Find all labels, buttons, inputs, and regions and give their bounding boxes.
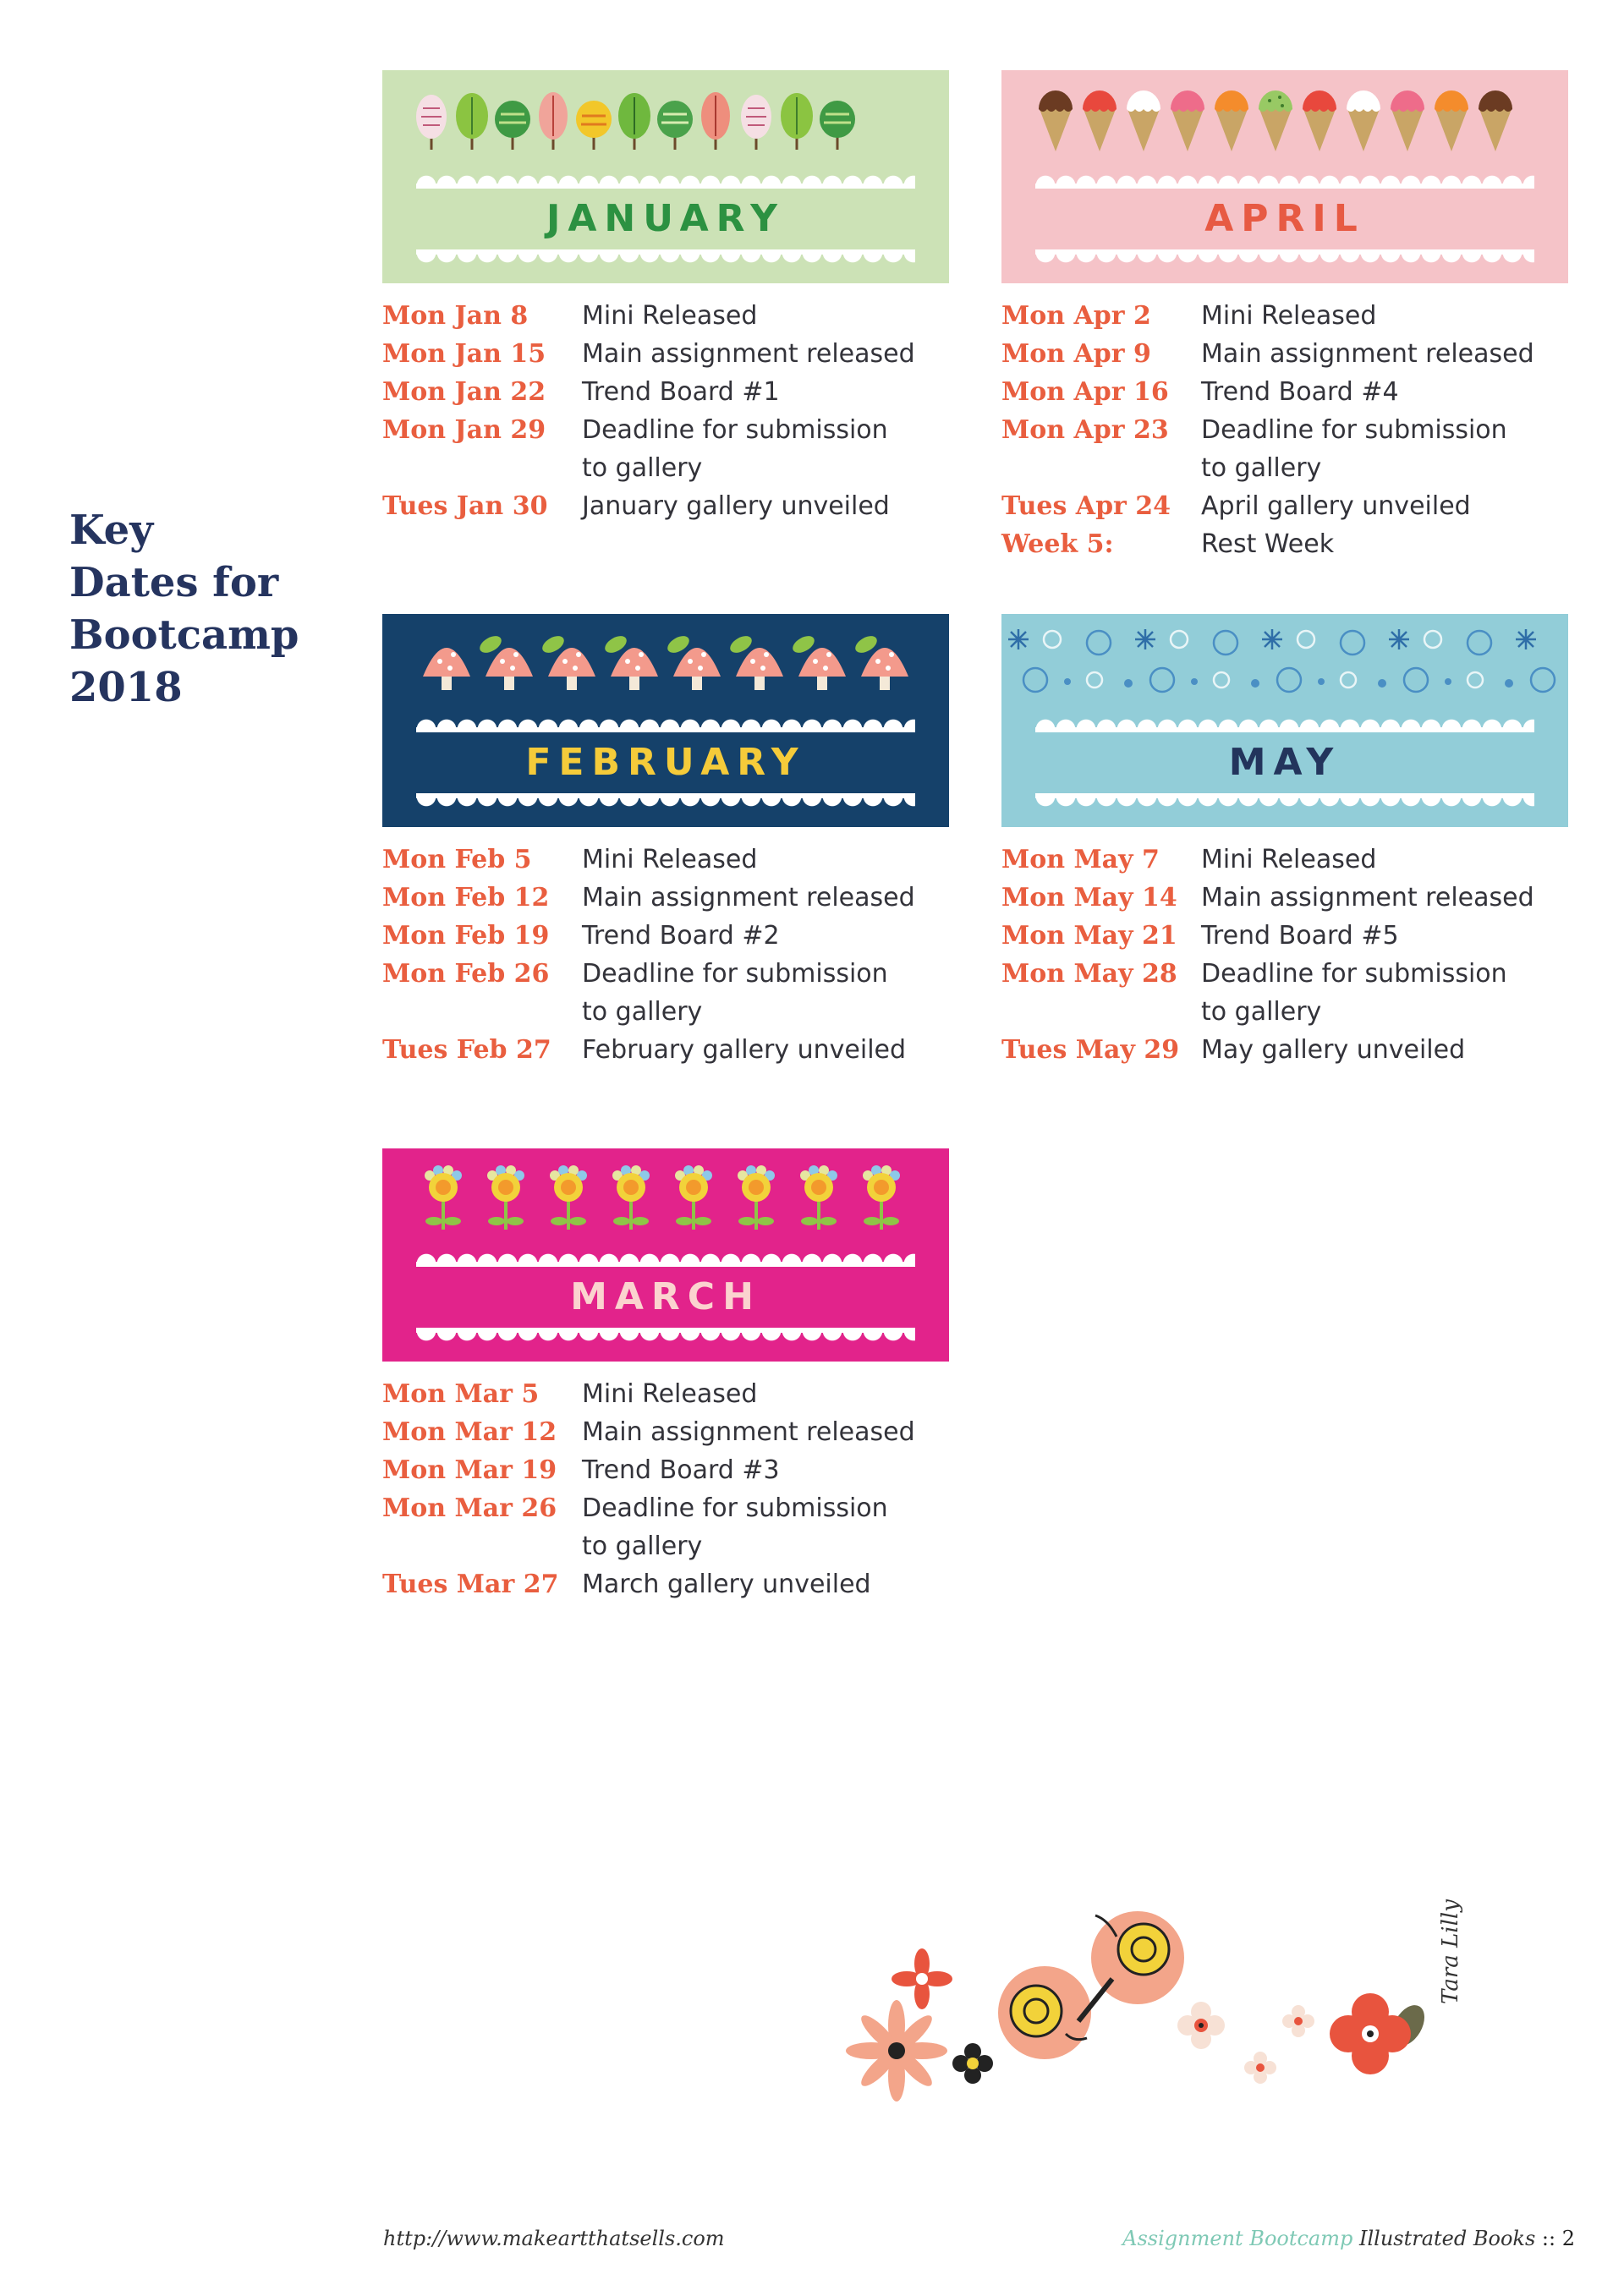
schedule-row — [382, 1413, 949, 1451]
page-title-line: Dates for — [69, 559, 279, 606]
schedule-list — [382, 1375, 949, 1603]
schedule-event: January gallery unveiled — [582, 491, 890, 521]
illustrator-signature: Tara Lilly — [1438, 1899, 1463, 2004]
flower-icons — [382, 1148, 949, 1250]
schedule-event: Mini Released — [582, 845, 758, 874]
schedule-list — [382, 841, 949, 1069]
month-card-january — [382, 70, 949, 525]
schedule-list — [382, 297, 949, 525]
schedule-date: Mon Mar 5 — [382, 1379, 540, 1409]
footer-url[interactable]: http://www.makeartthatsells.com — [383, 2227, 725, 2250]
footer-brand: Assignment Bootcamp — [1122, 2227, 1353, 2250]
schedule-row — [1001, 297, 1568, 335]
schedule-row — [382, 1451, 949, 1489]
flower-icon — [892, 1948, 952, 2009]
schedule-date: Tues Feb 27 — [382, 1035, 551, 1065]
schedule-date: Tues Jan 30 — [382, 491, 548, 521]
schedule-date — [1001, 993, 1201, 1031]
schedule-event: February gallery unveiled — [582, 1035, 907, 1065]
schedule-event: to gallery — [1201, 997, 1322, 1027]
page-title-line: Key — [69, 507, 154, 554]
schedule-event: Deadline for submission — [1201, 959, 1507, 989]
footer-separator: :: — [1541, 2227, 1556, 2250]
butterfly-icon — [998, 1911, 1184, 2059]
schedule-event: Deadline for submission — [582, 959, 888, 989]
schedule-event: Main assignment released — [582, 883, 915, 912]
month-title: FEBRUARY — [525, 741, 806, 784]
schedule-date: Mon Jan 29 — [382, 415, 546, 445]
schedule-event: Trend Board #4 — [1201, 377, 1399, 407]
schedule-event: Main assignment released — [1201, 883, 1534, 912]
month-title: JANUARY — [546, 197, 785, 240]
schedule-date: Mon Mar 19 — [382, 1455, 557, 1485]
schedule-date: Mon Apr 9 — [1001, 339, 1151, 369]
schedule-event: Mini Released — [582, 301, 758, 331]
schedule-date: Mon Apr 23 — [1001, 415, 1169, 445]
schedule-date: Tues May 29 — [1001, 1035, 1180, 1065]
schedule-event: May gallery unveiled — [1201, 1035, 1466, 1065]
schedule-row — [382, 487, 949, 525]
schedule-date: Mon Mar 12 — [382, 1417, 557, 1447]
schedule-row — [382, 1031, 949, 1069]
schedule-date — [382, 449, 582, 487]
schedule-row — [382, 1565, 949, 1603]
month-title: MAY — [1228, 741, 1341, 784]
schedule-row — [1001, 335, 1568, 373]
schedule-event: Trend Board #5 — [1201, 921, 1399, 951]
schedule-row — [1001, 955, 1568, 993]
schedule-row — [382, 1375, 949, 1413]
schedule-list — [1001, 297, 1568, 563]
schedule-date: Mon Feb 5 — [382, 845, 532, 874]
schedule-row — [382, 955, 949, 993]
page-number: 2 — [1561, 2227, 1575, 2250]
schedule-row — [382, 411, 949, 449]
schedule-row — [382, 993, 949, 1031]
flower-icon — [952, 2043, 993, 2084]
schedule-event: Mini Released — [1201, 845, 1377, 874]
schedule-row — [1001, 841, 1568, 879]
flower-icon — [1177, 2002, 1225, 2049]
schedule-row — [382, 449, 949, 487]
tree-icons — [382, 70, 949, 172]
schedule-event: Trend Board #3 — [582, 1455, 780, 1485]
schedule-event: Deadline for submission — [582, 1493, 888, 1523]
schedule-event: Main assignment released — [1201, 339, 1534, 369]
schedule-row — [1001, 917, 1568, 955]
schedule-row — [382, 297, 949, 335]
schedule-event: Rest Week — [1201, 529, 1335, 559]
footer-right — [1122, 2227, 1575, 2250]
schedule-date: Mon Feb 12 — [382, 883, 550, 912]
month-banner — [1001, 614, 1568, 827]
flower-icon — [1282, 2005, 1314, 2037]
schedule-event: to gallery — [582, 1532, 703, 1561]
schedule-row — [382, 841, 949, 879]
month-title: APRIL — [1204, 197, 1365, 240]
schedule-row — [1001, 525, 1568, 563]
schedule-row — [1001, 373, 1568, 411]
month-banner — [382, 1148, 949, 1362]
schedule-date: Mon May 21 — [1001, 921, 1177, 951]
snowflake-icons — [1001, 614, 1568, 715]
month-card-february — [382, 614, 949, 1069]
page-title — [69, 504, 357, 714]
schedule-event: Main assignment released — [582, 1417, 915, 1447]
schedule-row — [1001, 449, 1568, 487]
schedule-date — [382, 1527, 582, 1565]
schedule-row — [1001, 993, 1568, 1031]
schedule-event: Trend Board #2 — [582, 921, 780, 951]
schedule-row — [382, 879, 949, 917]
schedule-row — [1001, 1031, 1568, 1069]
schedule-date: Tues Apr 24 — [1001, 491, 1171, 521]
mushroom-icons — [382, 614, 949, 715]
schedule-date: Mon Jan 8 — [382, 301, 529, 331]
month-banner — [1001, 70, 1568, 283]
schedule-date: Mon May 14 — [1001, 883, 1177, 912]
month-card-may — [1001, 614, 1568, 1069]
schedule-date: Mon Jan 22 — [382, 377, 546, 407]
schedule-date: Mon May 28 — [1001, 959, 1177, 989]
schedule-event: Mini Released — [582, 1379, 758, 1409]
schedule-list — [1001, 841, 1568, 1069]
schedule-date: Mon Feb 26 — [382, 959, 550, 989]
schedule-date: Mon Mar 26 — [382, 1493, 557, 1523]
month-card-april — [1001, 70, 1568, 563]
schedule-date: Mon May 7 — [1001, 845, 1160, 874]
schedule-date: Mon Feb 19 — [382, 921, 550, 951]
page-title-line: 2018 — [69, 664, 183, 711]
floral-illustration — [837, 1886, 1497, 2131]
schedule-event: to gallery — [1201, 453, 1322, 483]
schedule-row — [382, 917, 949, 955]
month-title: MARCH — [570, 1275, 761, 1318]
schedule-row — [382, 373, 949, 411]
month-banner — [382, 614, 949, 827]
schedule-date: Mon Jan 15 — [382, 339, 546, 369]
flower-icon — [1330, 1993, 1431, 2074]
schedule-event: Deadline for submission — [582, 415, 888, 445]
month-banner — [382, 70, 949, 283]
flower-icon — [846, 2000, 947, 2101]
schedule-row — [1001, 411, 1568, 449]
schedule-event: Main assignment released — [582, 339, 915, 369]
schedule-row — [382, 335, 949, 373]
schedule-event: to gallery — [582, 997, 703, 1027]
ice-cream-icons — [1001, 70, 1568, 172]
schedule-date: Tues Mar 27 — [382, 1570, 559, 1599]
page-title-line: Bootcamp — [69, 611, 299, 659]
flower-icon — [1244, 2052, 1276, 2084]
schedule-event: Mini Released — [1201, 301, 1377, 331]
schedule-row — [382, 1489, 949, 1527]
schedule-row — [1001, 487, 1568, 525]
schedule-event: March gallery unveiled — [582, 1570, 871, 1599]
schedule-date: Week 5: — [1001, 529, 1114, 559]
schedule-date: Mon Apr 2 — [1001, 301, 1151, 331]
footer-section: Illustrated Books — [1359, 2227, 1536, 2250]
schedule-date — [382, 993, 582, 1031]
schedule-date — [1001, 449, 1201, 487]
month-card-march — [382, 1148, 949, 1603]
schedule-row — [382, 1527, 949, 1565]
schedule-event: April gallery unveiled — [1201, 491, 1471, 521]
schedule-event: to gallery — [582, 453, 703, 483]
schedule-event: Deadline for submission — [1201, 415, 1507, 445]
schedule-event: Trend Board #1 — [582, 377, 780, 407]
schedule-date: Mon Apr 16 — [1001, 377, 1169, 407]
schedule-row — [1001, 879, 1568, 917]
